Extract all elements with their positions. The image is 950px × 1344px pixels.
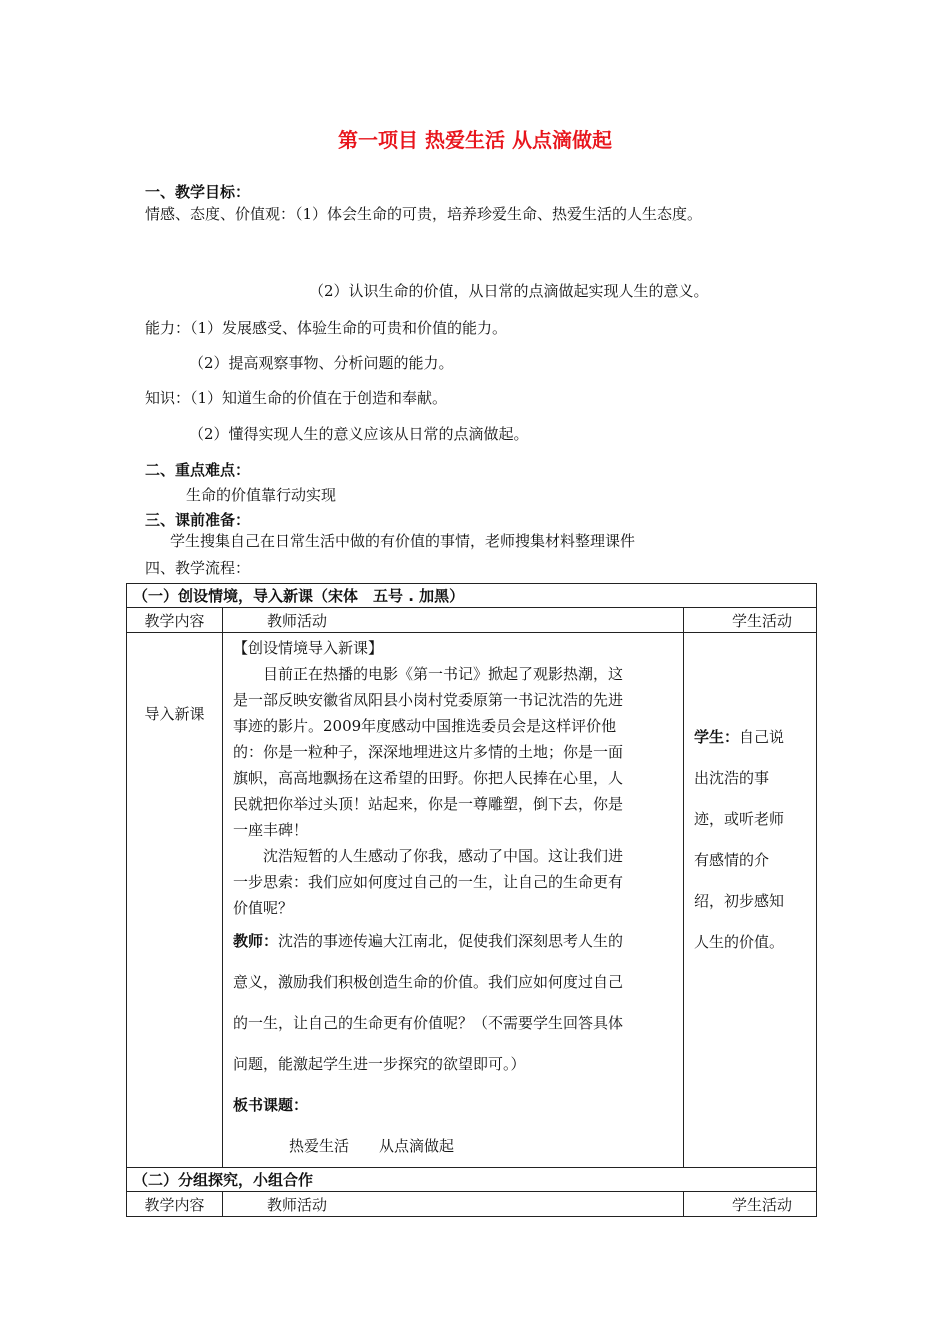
teacher-label: 教师： (233, 932, 279, 950)
teacher-para-text: 沈浩的事迹传遍大江南北，促使我们深刻思考人生的 (278, 932, 624, 950)
page-title: 第一项目 热爱生活 从点滴做起 (338, 128, 612, 152)
header-row (127, 608, 817, 633)
section-2-title: （二）分组探究，小组合作 (127, 1168, 817, 1192)
process-heading: 四、教学流程： (145, 559, 251, 577)
student-line: 绍，初步感知 (694, 892, 785, 910)
student-label: 学生： (694, 728, 740, 746)
objective-ability-2: （2）提高观察事物、分析问题的能力。 (189, 354, 454, 372)
student-activity-cell (684, 633, 817, 1168)
teacher-para-line: 问题，能激起学生进一步探究的欲望即可。） (233, 1055, 526, 1073)
teacher-line: 一步思索：我们应如何度过自己的一生，让自己的生命更有 (233, 873, 624, 891)
teacher-line: 【创设情境导入新课】 (233, 639, 384, 657)
student-line: 迹，或听老师 (694, 810, 785, 828)
preparation-heading: 三、课前准备： (145, 511, 251, 529)
board-label: 板书课题： (233, 1096, 309, 1114)
objective-emotion-2: （2）认识生命的价值，从日常的点滴做起实现人生的意义。 (309, 282, 709, 300)
key-points-text: 生命的价值靠行动实现 (186, 486, 337, 504)
teacher-para-line (233, 921, 677, 962)
content-label: 导入新课 (127, 633, 223, 1168)
objective-emotion-1: 情感、态度、价值观：（1）体会生命的可贵，培养珍爱生命、热爱生活的人生态度。 (145, 205, 703, 223)
col-content-header: 教学内容 (127, 608, 223, 633)
teacher-line: 旗帜，高高地飘扬在这希望的田野。你把人民捧在心里，人 (233, 769, 624, 787)
key-points-heading: 二、重点难点： (145, 461, 251, 479)
objective-knowledge-2: （2）懂得实现人生的意义应该从日常的点滴做起。 (189, 425, 529, 443)
section-2-row (127, 1168, 817, 1192)
teacher-para-line: 意义，激励我们积极创造生命的价值。我们应如何度过自己 (233, 973, 624, 991)
teacher-para-line: 的一生，让自己的生命更有价值呢？（不需要学生回答具体 (233, 1014, 624, 1032)
teacher-line: 是一部反映安徽省凤阳县小岗村党委原第一书记沈浩的先进 (233, 691, 624, 709)
preparation-text: 学生搜集自己在日常生活中做的有价值的事情，老师搜集材料整理课件 (170, 532, 636, 550)
teacher-activity-cell (223, 633, 684, 1168)
section-1-row (127, 584, 817, 608)
student-text: 自己说 (739, 728, 785, 746)
teacher-line: 沈浩短暂的人生感动了你我，感动了中国。这让我们进 (233, 847, 624, 865)
section-1-title: （一）创设情境，导入新课（宋体 五号 . 加黑） (127, 584, 817, 608)
teacher-line: 价值呢？ (233, 899, 294, 917)
col-student-header: 学生活动 (684, 608, 817, 633)
objectives-heading: 一、教学目标： (145, 183, 251, 201)
col-student-header-2: 学生活动 (684, 1192, 817, 1217)
objective-knowledge-1: 知识：（1）知道生命的价值在于创造和奉献。 (145, 389, 448, 407)
objective-ability-1: 能力：（1）发展感受、体验生命的可贵和价值的能力。 (145, 319, 508, 337)
student-line (694, 717, 808, 758)
col-teacher-header-2: 教师活动 (223, 1192, 684, 1217)
student-line: 有感情的介 (694, 851, 770, 869)
student-line: 出沈浩的事 (694, 769, 770, 787)
header-row-2 (127, 1192, 817, 1217)
board-text: 热爱生活 从点滴做起 (289, 1137, 455, 1155)
teacher-line: 民就把你举过头顶！站起来，你是一尊雕塑，倒下去，你是 (233, 795, 624, 813)
teaching-flow-table (126, 583, 817, 1217)
teacher-line: 目前正在热播的电影《第一书记》掀起了观影热潮，这 (233, 665, 624, 683)
student-line: 人生的价值。 (694, 933, 785, 951)
col-teacher-header: 教师活动 (223, 608, 684, 633)
intro-row (127, 633, 817, 1168)
col-content-header-2: 教学内容 (127, 1192, 223, 1217)
teacher-line: 事迹的影片。2009年度感动中国推选委员会是这样评价他 (233, 717, 617, 735)
teacher-line: 的：你是一粒种子，深深地埋进这片多情的土地；你是一面 (233, 743, 624, 761)
teacher-line: 一座丰碑！ (233, 821, 309, 839)
